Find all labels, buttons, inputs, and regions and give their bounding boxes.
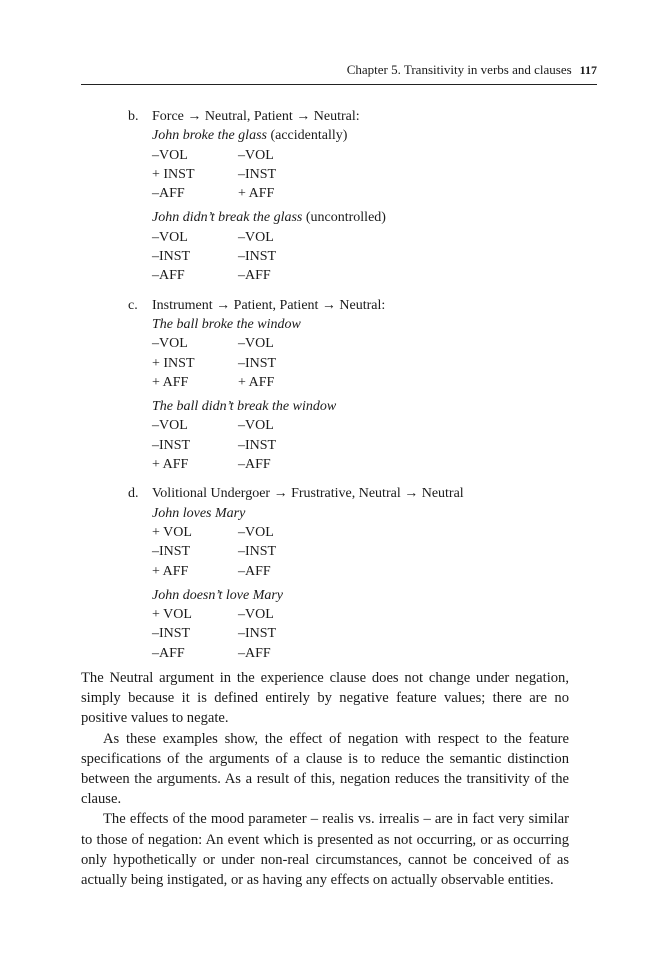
feature-group bbox=[152, 504, 588, 581]
feature-group bbox=[152, 397, 588, 474]
feature-arg2: –INST bbox=[238, 437, 277, 453]
feature-arg2: –VOL bbox=[238, 524, 274, 540]
example-letter: b. bbox=[128, 109, 139, 124]
feature-row bbox=[152, 542, 588, 561]
feature-arg1: –AFF bbox=[152, 186, 185, 202]
example-sentence bbox=[152, 504, 588, 523]
example-sentence bbox=[152, 315, 588, 334]
sentence-text: John didn’t break the glass bbox=[152, 210, 303, 226]
header-rule bbox=[81, 84, 597, 85]
feature-row bbox=[152, 605, 588, 624]
feature-arg1: + INST bbox=[152, 166, 195, 182]
feature-arg1: + AFF bbox=[152, 563, 189, 579]
feature-arg1: –VOL bbox=[152, 336, 188, 352]
running-head bbox=[81, 62, 597, 78]
example-heading: Instrument → Patient, Patient → Neutral: bbox=[152, 297, 386, 313]
paragraph-1: The Neutral argument in the experience clause does not change under negation, simply because it is defined entirely by negative feature values; there are no positive values to negate. bbox=[81, 670, 569, 727]
feature-arg2: –VOL bbox=[238, 607, 274, 623]
feature-row bbox=[152, 354, 588, 373]
feature-arg2: –VOL bbox=[238, 336, 274, 352]
feature-arg2: –AFF bbox=[238, 645, 271, 661]
paragraph-3: The effects of the mood parameter – realis vs. irrealis – are in fact very similar to those of negation: An event which is presented as not occurring, or as occurring only hypothetically or under non-real circumstances, cannot be conceived of as actually being instigated, or as having any effects on actually observable entities. bbox=[81, 811, 569, 889]
feature-arg2: –INST bbox=[238, 626, 277, 642]
example-b bbox=[128, 107, 588, 286]
feature-arg1: –INST bbox=[152, 437, 191, 453]
feature-row bbox=[152, 562, 588, 581]
feature-arg2: –AFF bbox=[238, 457, 271, 473]
feature-arg2: –AFF bbox=[238, 268, 271, 284]
feature-arg1: –INST bbox=[152, 626, 191, 642]
feature-arg2: –VOL bbox=[238, 147, 274, 163]
feature-arg1: –VOL bbox=[152, 418, 188, 434]
sentence-note: (uncontrolled) bbox=[302, 210, 386, 226]
feature-arg2: –VOL bbox=[238, 229, 274, 245]
feature-arg1: + VOL bbox=[152, 524, 192, 540]
sentence-text: John loves Mary bbox=[152, 505, 246, 521]
feature-arg1: –AFF bbox=[152, 645, 185, 661]
example-sentence bbox=[152, 126, 588, 145]
feature-arg1: –VOL bbox=[152, 229, 188, 245]
feature-group bbox=[152, 126, 588, 203]
feature-row bbox=[152, 416, 588, 435]
example-sentence bbox=[152, 208, 588, 227]
feature-row bbox=[152, 644, 588, 663]
paragraph-2: As these examples show, the effect of negation with respect to the feature specifications of the arguments of a clause is to reduce the semantic distinction between the arguments. As a result of this, negation reduces the transitivity of the clause. bbox=[81, 730, 569, 808]
sentence-note: (accidentally) bbox=[266, 128, 348, 144]
feature-arg2: –AFF bbox=[238, 563, 271, 579]
feature-row bbox=[152, 523, 588, 542]
example-list bbox=[128, 107, 588, 673]
feature-row bbox=[152, 184, 588, 203]
feature-arg1: –AFF bbox=[152, 268, 185, 284]
example-letter: c. bbox=[128, 297, 138, 313]
feature-row bbox=[152, 455, 588, 474]
feature-row bbox=[152, 436, 588, 455]
feature-arg1: + VOL bbox=[152, 607, 192, 623]
feature-row bbox=[152, 624, 588, 643]
sentence-text: The ball broke the window bbox=[152, 316, 301, 332]
feature-arg2: + AFF bbox=[238, 186, 275, 202]
feature-row bbox=[152, 266, 588, 285]
feature-arg2: –INST bbox=[238, 166, 277, 182]
body-text bbox=[81, 668, 569, 890]
feature-arg2: –VOL bbox=[238, 418, 274, 434]
feature-arg1: + AFF bbox=[152, 374, 189, 390]
example-sentence bbox=[152, 397, 588, 416]
feature-group bbox=[152, 315, 588, 392]
feature-group bbox=[152, 586, 588, 663]
example-heading: Volitional Undergoer → Frustrative, Neutral → Neutral bbox=[152, 486, 464, 502]
feature-row bbox=[152, 247, 588, 266]
feature-arg1: –VOL bbox=[152, 147, 188, 163]
sentence-text: The ball didn’t break the window bbox=[152, 399, 337, 415]
feature-row bbox=[152, 146, 588, 165]
example-d bbox=[128, 484, 588, 663]
example-c bbox=[128, 296, 588, 475]
example-letter: d. bbox=[128, 486, 139, 502]
feature-group bbox=[152, 208, 588, 285]
feature-row bbox=[152, 334, 588, 353]
feature-arg1: + AFF bbox=[152, 457, 189, 473]
sentence-text: John broke the glass bbox=[152, 128, 267, 144]
feature-row bbox=[152, 373, 588, 392]
sentence-text: John doesn’t love Mary bbox=[152, 587, 284, 603]
feature-row bbox=[152, 228, 588, 247]
example-heading: Force → Neutral, Patient → Neutral: bbox=[152, 109, 360, 124]
feature-arg1: –INST bbox=[152, 249, 191, 265]
feature-row bbox=[152, 165, 588, 184]
feature-arg1: + INST bbox=[152, 355, 195, 371]
example-sentence bbox=[152, 586, 588, 605]
feature-arg1: –INST bbox=[152, 544, 191, 560]
feature-arg2: –INST bbox=[238, 544, 277, 560]
feature-arg2: –INST bbox=[238, 355, 277, 371]
page-number: 117 bbox=[579, 63, 597, 77]
chapter-title: Chapter 5. Transitivity in verbs and clauses bbox=[346, 62, 572, 77]
feature-arg2: + AFF bbox=[238, 374, 275, 390]
feature-arg2: –INST bbox=[238, 249, 277, 265]
